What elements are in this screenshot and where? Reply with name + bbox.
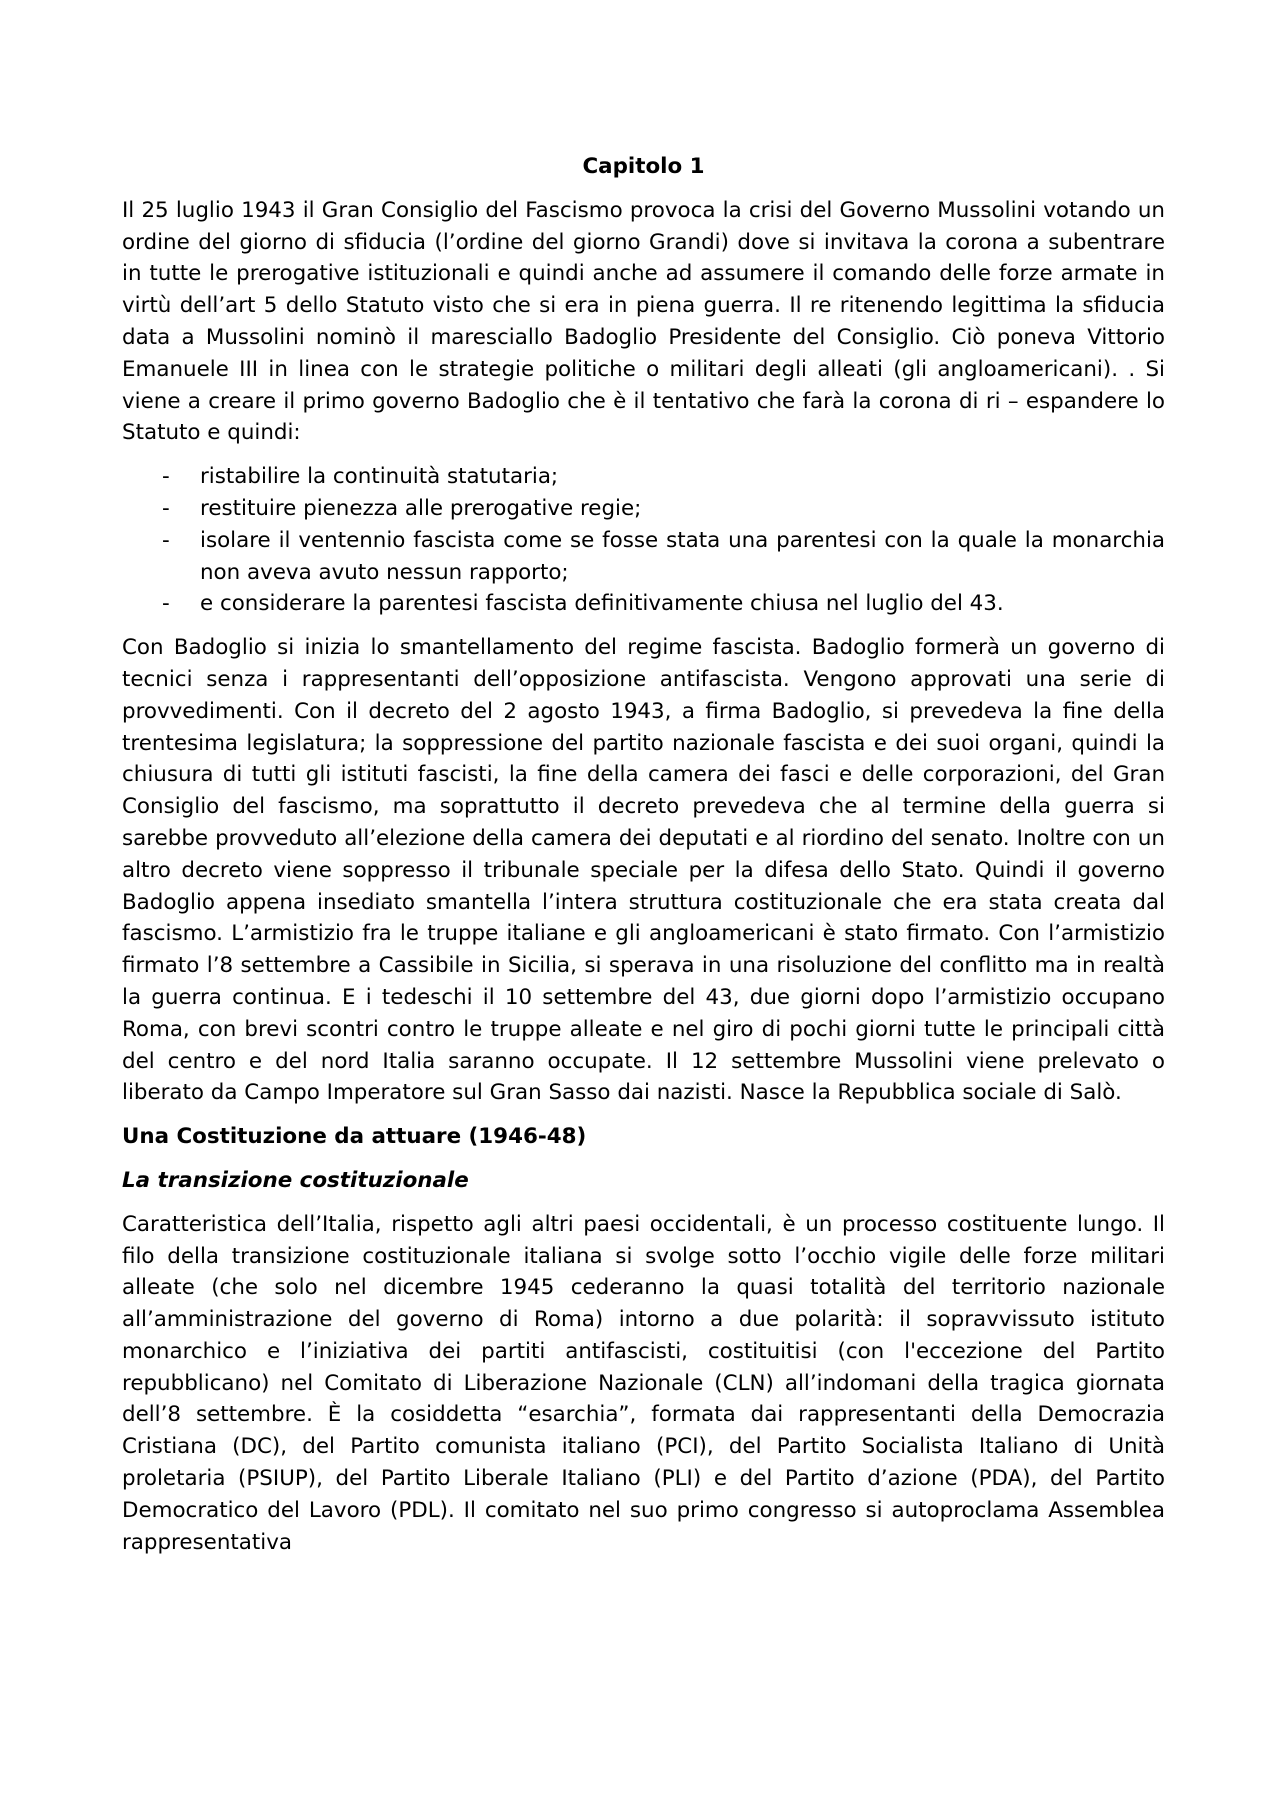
list-item-text: isolare il ventennio fascista come se fosse stata una parentesi con la quale la monarchia non aveva avuto nessun rapporto; (200, 527, 1165, 585)
badoglio-paragraph: Con Badoglio si inizia lo smantellamento del regime fascista. Badoglio formerà un governo di tecnici senza i rappresentanti dell’opposizione antifascista. Vengono approvati una serie di provvedimenti. Con il decreto del 2 agosto 1943, a firma Badoglio, si prevedeva la fine della trentesima legislatura; la soppressione del partito nazionale fascista e dei suoi organi, quindi la chiusura di tutti gli istituti fascisti, la fine della camera dei fasci e delle corporazioni, del Gran Consiglio del fascismo, ma soprattutto il decreto prevedeva che al termine della guerra si sarebbe provveduto all’elezione della camera dei deputati e al riordino del senato. Inoltre con un altro decreto viene soppresso il tribunale speciale per la difesa dello Stato. Quindi il governo Badoglio appena insediato smantella l’intera struttura costituzionale che era stata creata dal fascismo. L’armistizio fra le truppe italiane e gli angloamericani è stato firmato. Con l’armistizio firmato l’8 settembre a Cassibile in Sicilia, si sperava in una risoluzione del conflitto ma in realtà la guerra continua. E i tedeschi il 10 settembre del 43, due giorni dopo l’armistizio occupano Roma, con brevi scontri contro le truppe alleate e nel giro di pochi giorni tutte le principali città del centro e del nord Italia saranno occupate. Il 12 settembre Mussolini viene prelevato o liberato da Campo Imperatore sul Gran Sasso dai nazisti. Nasce la Repubblica sociale di Salò. (122, 635, 1165, 1106)
dash-bullet: - (162, 464, 170, 490)
bullet-list (122, 461, 1165, 620)
dash-bullet: - (162, 591, 170, 617)
dash-bullet: - (162, 495, 170, 521)
list-item (122, 588, 1165, 620)
list-item (122, 461, 1165, 493)
list-item-text: restituire pienezza alle prerogative regie; (200, 495, 642, 521)
chapter-title: Capitolo 1 (582, 154, 705, 179)
document-page (122, 151, 1165, 1570)
dash-bullet: - (162, 527, 170, 553)
subsection-heading: La transizione costituzionale (122, 1167, 469, 1193)
list-item (122, 525, 1165, 589)
section-heading: Una Costituzione da attuare (1946-48) (122, 1124, 587, 1150)
list-item-text: e considerare la parentesi fascista definitivamente chiusa nel luglio del 43. (200, 591, 1004, 617)
list-item (122, 493, 1165, 525)
intro-paragraph: Il 25 luglio 1943 il Gran Consiglio del Fascismo provoca la crisi del Governo Mussolini votando un ordine del giorno di sfiducia (l’ordine del giorno Grandi) dove si invitava la corona a subentrare in tutte le prerogative istituzionali e quindi anche ad assumere il comando delle forze armate in virtù dell’art 5 dello Statuto visto che si era in piena guerra. Il re ritenendo legittima la sfiducia data a Mussolini nominò il maresciallo Badoglio Presidente del Consiglio. Ciò poneva Vittorio Emanuele III in linea con le strategie politiche o militari degli alleati (gli angloamericani). . Si viene a creare il primo governo Badoglio che è il tentativo che farà la corona di ri – espandere lo Statuto e quindi: (122, 197, 1165, 446)
list-item-text: ristabilire la continuità statutaria; (200, 464, 559, 490)
transition-paragraph: Caratteristica dell’Italia, rispetto agli altri paesi occidentali, è un processo costituente lungo. Il filo della transizione costituzionale italiana si svolge sotto l’occhio vigile delle forze militari alleate (che solo nel dicembre 1945 cederanno la quasi totalità del territorio nazionale all’amministrazione del governo di Roma) intorno a due polarità: il sopravvissuto istituto monarchico e l’iniziativa dei partiti antifascisti, costituitisi (con l'eccezione del Partito repubblicano) nel Comitato di Liberazione Nazionale (CLN) all’indomani della tragica giornata dell’8 settembre. È la cosiddetta “esarchia”, formata dai rappresentanti della Democrazia Cristiana (DC), del Partito comunista italiano (PCI), del Partito Socialista Italiano di Unità proletaria (PSIUP), del Partito Liberale Italiano (PLI) e del Partito d’azione (PDA), del Partito Democratico del Lavoro (PDL). Il comitato nel suo primo congresso si autoproclama Assemblea rappresentativa (122, 1211, 1165, 1555)
